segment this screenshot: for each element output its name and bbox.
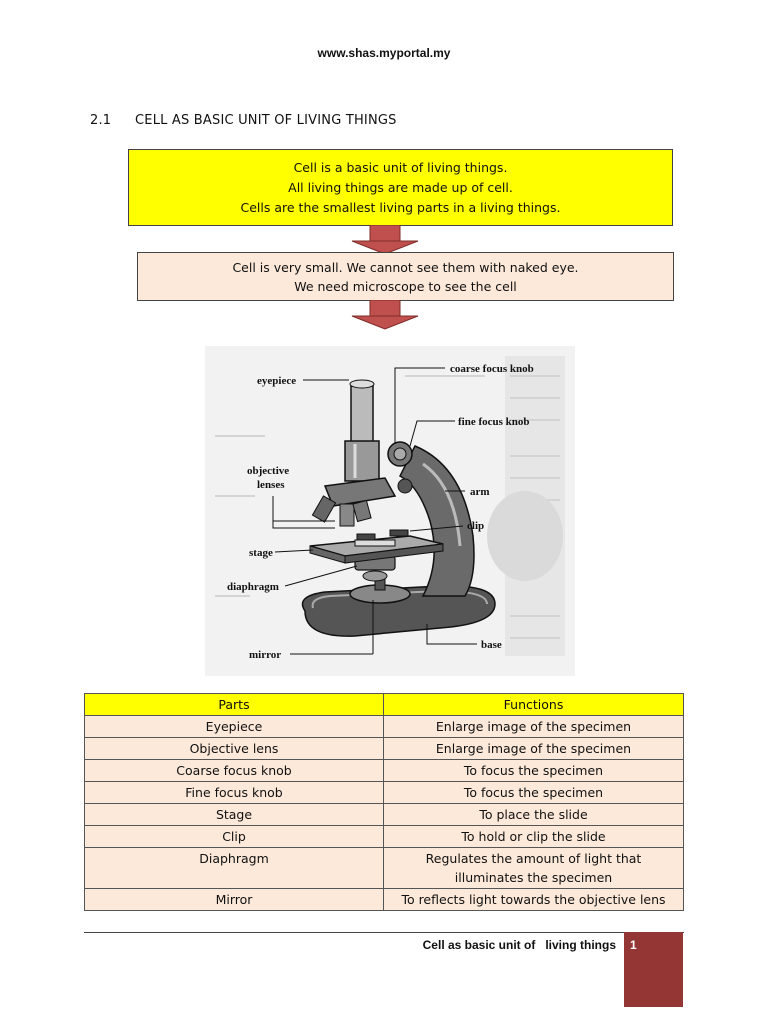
part-cell: Objective lens (85, 738, 384, 760)
table-row (85, 826, 684, 848)
label-mirror: mirror (249, 649, 282, 661)
label-eyepiece: eyepiece (257, 375, 297, 387)
part-cell: Diaphragm (85, 848, 384, 889)
size-note-line: We need microscope to see the cell (294, 278, 517, 294)
part-cell: Eyepiece (85, 716, 384, 738)
footer-title: Cell as basic unit of living things (422, 938, 616, 952)
definition-line: All living things are made up of cell. (288, 179, 513, 195)
definition-box (128, 149, 673, 226)
table-row (85, 760, 684, 782)
label-fine-focus-knob: fine focus knob (458, 416, 530, 428)
function-cell: To focus the specimen (384, 782, 684, 804)
label-clip: clip (467, 520, 485, 532)
label-base: base (481, 639, 502, 651)
page-number: 1 (624, 932, 683, 1007)
label-coarse-focus-knob: coarse focus knob (450, 363, 534, 375)
label-lenses: lenses (257, 479, 285, 491)
function-cell: Enlarge image of the specimen (384, 738, 684, 760)
function-cell: To focus the specimen (384, 760, 684, 782)
table-row (85, 738, 684, 760)
column-header-functions: Functions (384, 694, 684, 716)
table-row (85, 848, 684, 889)
table-row (85, 804, 684, 826)
label-arm: arm (470, 486, 490, 498)
label-diaphragm: diaphragm (227, 581, 279, 593)
part-cell: Clip (85, 826, 384, 848)
function-cell: Regulates the amount of light that illuminates the specimen (384, 848, 684, 889)
table-row (85, 889, 684, 911)
function-cell: To place the slide (384, 804, 684, 826)
header-url: www.shas.myportal.my (317, 46, 451, 60)
column-header-parts: Parts (85, 694, 384, 716)
part-cell: Fine focus knob (85, 782, 384, 804)
function-cell: To reflects light towards the objective lens (384, 889, 684, 911)
part-cell: Coarse focus knob (85, 760, 384, 782)
microscope-diagram (205, 346, 575, 676)
function-cell: To hold or clip the slide (384, 826, 684, 848)
function-cell: Enlarge image of the specimen (384, 716, 684, 738)
part-cell: Stage (85, 804, 384, 826)
table-row (85, 716, 684, 738)
table-row (85, 782, 684, 804)
down-arrow-icon (340, 225, 430, 255)
table-header-row (85, 694, 684, 716)
size-note-line: Cell is very small. We cannot see them with naked eye. (232, 259, 579, 275)
definition-line: Cell is a basic unit of living things. (293, 159, 508, 175)
section-title: CELL AS BASIC UNIT OF LIVING THINGS (135, 113, 397, 128)
size-note-box (137, 252, 674, 301)
parts-functions-table (84, 693, 684, 911)
part-cell: Mirror (85, 889, 384, 911)
definition-line: Cells are the smallest living parts in a living things. (240, 199, 561, 215)
footer-divider (84, 932, 684, 933)
down-arrow-icon (340, 300, 430, 330)
section-heading (90, 113, 397, 128)
label-objective: objective (247, 465, 290, 477)
section-number: 2.1 (90, 113, 112, 128)
label-stage: stage (249, 547, 273, 559)
